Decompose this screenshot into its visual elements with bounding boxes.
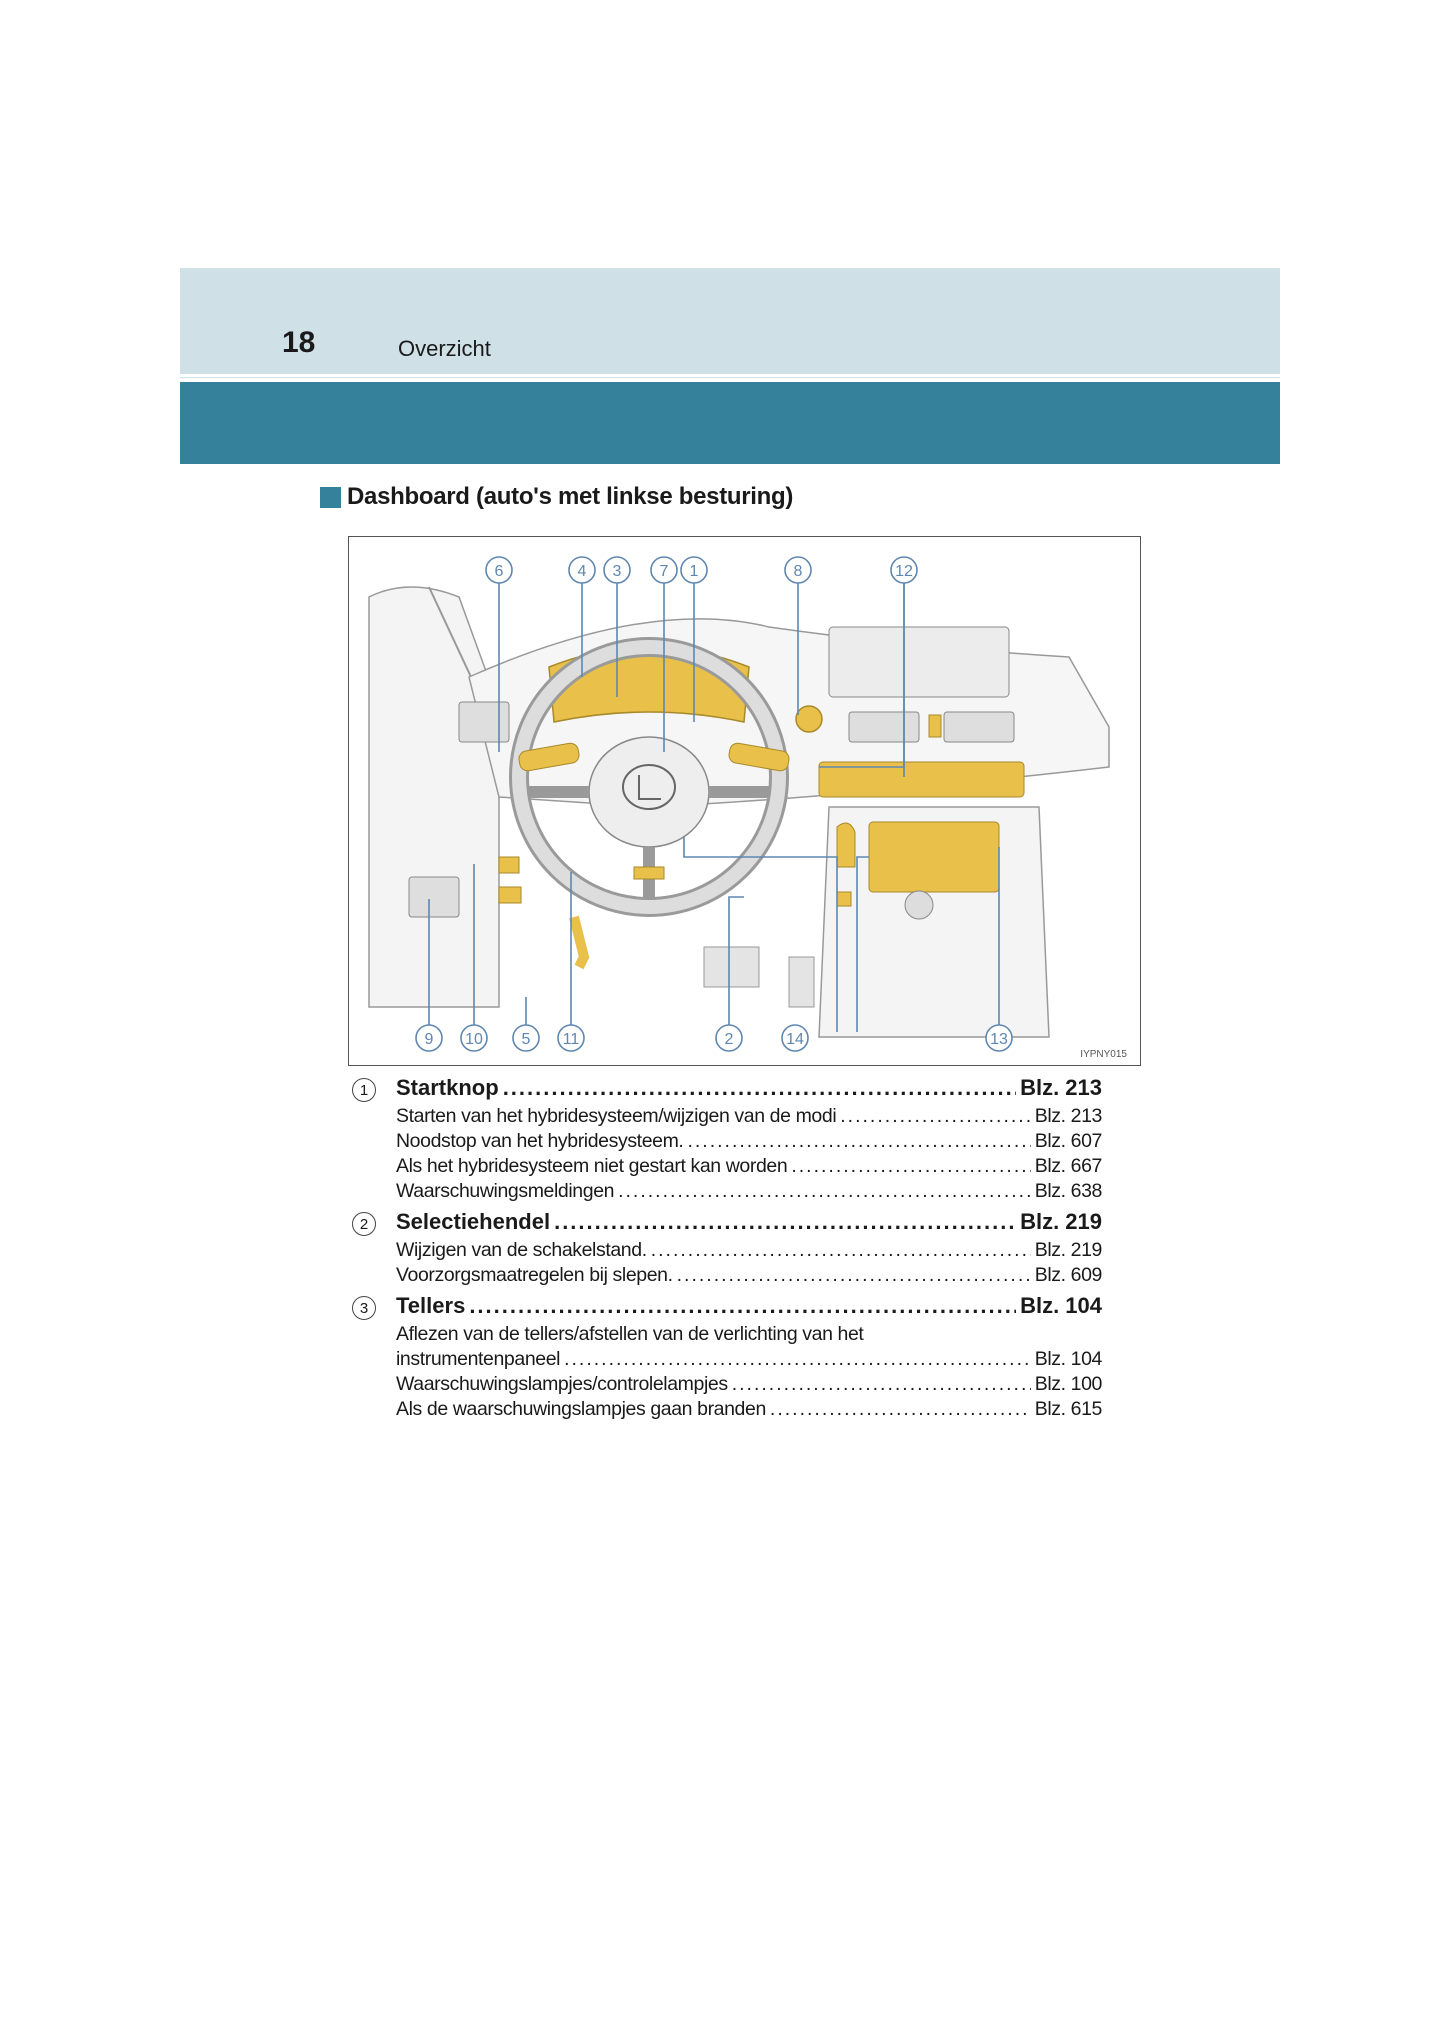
page-reference: Blz. 100 <box>1034 1373 1102 1395</box>
callout-bottom-label: 13 <box>990 1031 1008 1048</box>
callouts-top <box>486 557 917 583</box>
sub-item <box>352 1264 1102 1289</box>
callout-top-label: 1 <box>689 563 699 580</box>
sub-item-text: Voorzorgsmaatregelen bij slepen. <box>396 1264 673 1286</box>
header-band <box>180 268 1280 378</box>
page-reference: Blz. 219 <box>1020 1209 1102 1234</box>
remote-touch <box>905 891 933 919</box>
dot-leader <box>554 1209 1016 1235</box>
sub-item <box>352 1155 1102 1180</box>
callout-bottom-label: 10 <box>465 1031 483 1048</box>
window-switches <box>409 877 459 917</box>
sub-item-text: Noodstop van het hybridesysteem. <box>396 1130 684 1152</box>
door-panel <box>369 587 499 1007</box>
dot-leader <box>503 1075 1016 1101</box>
vent-right <box>944 712 1014 742</box>
callout-bottom-label: 11 <box>562 1031 580 1048</box>
page-reference: Blz. 104 <box>1020 1293 1102 1318</box>
dot-leader <box>677 1264 1031 1287</box>
brake-pedal <box>704 947 759 987</box>
reference-list <box>352 1075 1102 1427</box>
page-reference: Blz. 638 <box>1034 1180 1102 1202</box>
entry-heading <box>352 1293 1102 1323</box>
figure-code: IYPNY015 <box>1080 1049 1127 1060</box>
center-display <box>829 627 1009 697</box>
dot-leader <box>791 1155 1030 1178</box>
shift-lever <box>837 823 855 867</box>
sub-item-text: Wijzigen van de schakelstand. <box>396 1239 647 1261</box>
sub-item-text: instrumentenpaneel <box>396 1348 561 1370</box>
sub-item <box>352 1180 1102 1205</box>
page-reference: Blz. 219 <box>1034 1239 1102 1261</box>
page-reference: Blz. 615 <box>1034 1398 1102 1420</box>
callout-top-label: 8 <box>793 563 803 580</box>
entry-label: Startknop <box>396 1075 499 1100</box>
sub-item-text: Waarschuwingsmeldingen <box>396 1180 615 1202</box>
mirror-switch <box>499 857 519 873</box>
sub-item <box>352 1105 1102 1130</box>
list-item <box>352 1293 1102 1423</box>
sub-item-text: Als de waarschuwingslampjes gaan branden <box>396 1398 766 1420</box>
page-number: 18 <box>282 326 316 359</box>
dot-leader <box>564 1348 1031 1371</box>
entry-number: 1 <box>352 1078 376 1102</box>
entry-number: 2 <box>352 1212 376 1236</box>
callout-top-label: 6 <box>494 563 504 580</box>
sub-item <box>352 1398 1102 1423</box>
sub-item <box>352 1373 1102 1398</box>
start-button <box>796 706 822 732</box>
header-bar <box>180 382 1280 464</box>
page-reference: Blz. 104 <box>1034 1348 1102 1370</box>
sub-item <box>352 1348 1102 1373</box>
title-bullet-icon <box>320 487 341 508</box>
page-reference: Blz. 607 <box>1034 1130 1102 1152</box>
page-title: Dashboard (auto's met linkse besturing) <box>347 483 794 510</box>
tilt-lever <box>634 867 664 879</box>
header-divider <box>180 374 1280 377</box>
list-item <box>352 1075 1102 1205</box>
sub-item-line: Aflezen van de tellers/afstellen van de verlichting van het <box>396 1323 864 1345</box>
sub-item-text: Waarschuwingslampjes/controlelampjes <box>396 1373 728 1395</box>
callout-bottom-label: 2 <box>724 1031 734 1048</box>
steering-hub <box>589 737 709 847</box>
entry-number: 3 <box>352 1296 376 1320</box>
callout-bottom-label: 5 <box>521 1031 531 1048</box>
callout-bottom-label: 14 <box>786 1031 804 1048</box>
sub-item <box>352 1239 1102 1264</box>
hood-lever <box>499 887 521 903</box>
dot-leader <box>687 1130 1030 1153</box>
dot-leader <box>651 1239 1031 1262</box>
page-reference: Blz. 213 <box>1034 1105 1102 1127</box>
dot-leader <box>732 1373 1031 1396</box>
dot-leader <box>618 1180 1031 1203</box>
vent-left <box>849 712 919 742</box>
dot-leader <box>469 1293 1016 1319</box>
dot-leader <box>840 1105 1030 1128</box>
callout-bottom-label: 9 <box>424 1031 434 1048</box>
entry-heading <box>352 1075 1102 1105</box>
callout-top-label: 4 <box>577 563 587 580</box>
parking-brake-switch <box>837 892 851 906</box>
callout-top-label: 12 <box>895 563 913 580</box>
audio-panel <box>869 822 999 892</box>
entry-label: Tellers <box>396 1293 466 1318</box>
dot-leader <box>770 1398 1031 1421</box>
section-title: Overzicht <box>398 336 491 361</box>
list-item <box>352 1209 1102 1289</box>
parking-brake-pedal <box>574 917 584 967</box>
entry-label: Selectiehendel <box>396 1209 551 1234</box>
sub-item-text: Starten van het hybridesysteem/wijzigen van de modi <box>396 1105 837 1127</box>
entry-heading <box>352 1209 1102 1239</box>
sub-item <box>352 1130 1102 1155</box>
dashboard-illustration <box>348 536 1141 1066</box>
page-reference: Blz. 667 <box>1034 1155 1102 1177</box>
accelerator-pedal <box>789 957 814 1007</box>
callout-top-label: 7 <box>659 563 669 580</box>
page-reference: Blz. 609 <box>1034 1264 1102 1286</box>
sub-item-text: Als het hybridesysteem niet gestart kan worden <box>396 1155 788 1177</box>
vent-driver <box>459 702 509 742</box>
hazard-switch <box>929 715 941 737</box>
callout-top-label: 3 <box>612 563 622 580</box>
page-reference: Blz. 213 <box>1020 1075 1102 1100</box>
